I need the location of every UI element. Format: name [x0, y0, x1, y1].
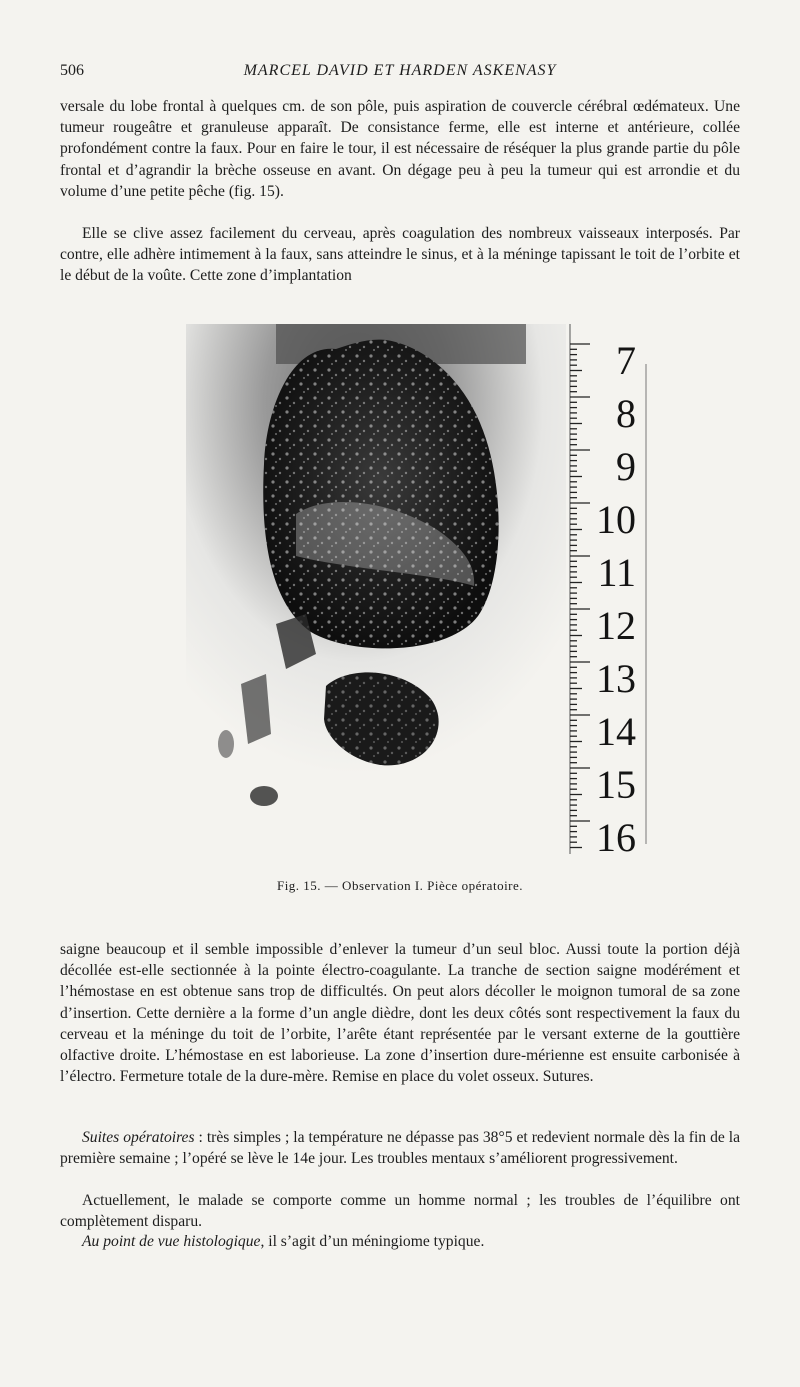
- page-number: 506: [60, 62, 84, 79]
- paragraph-1: versale du lobe frontal à quelques cm. de son pôle, puis aspiration de couvercle cérébral œdémateux. Une tumeur rougeâtre et granuleuse apparaît. De consistance ferme, elle est interne et antérieure, collée profondément contre la faux. Pour en faire le tour, il est nécessaire de réséquer la plus grande partie du pôle frontal et d’agrandir la brèche osseuse en avant. On dégage peu à peu la tumeur qui est arrondie et du volume d’une petite pêche (fig. 15).: [60, 98, 740, 200]
- ruler-number: 14: [596, 709, 636, 754]
- ruler-number: 8: [616, 391, 636, 436]
- paragraph-6-lead: Au point de vue histologique: [82, 1233, 261, 1250]
- paragraph-6: [60, 1231, 740, 1252]
- ruler-number: 13: [596, 656, 636, 701]
- paragraph-6-text: , il s’agit d’un méningiome typique.: [260, 1233, 485, 1250]
- page-header: [60, 62, 740, 86]
- figure-15: [186, 324, 648, 854]
- ruler-number: 7: [616, 338, 636, 383]
- paragraph-4-text: : très simples ; la température ne dépasse pas 38°5 et redevient normale dès la fin de la première semaine ; l’opéré se lève le 14e jour. Les troubles mentaux s’améliorent progressivement.: [60, 1129, 741, 1168]
- running-title: MARCEL DAVID ET HARDEN ASKENASY: [243, 62, 557, 79]
- paragraph-3: saigne beaucoup et il semble impossible d’enlever la tumeur d’un seul bloc. Aussi toute la portion déjà décollée est-elle sectionnée à la pointe électro-coagulante. La tranche de section saigne modérément et l’hémostase en est obtenue sans trop de difficultés. On peut alors décoller le moignon tumoral de sa zone d’insertion. Cette dernière a la forme d’un angle dièdre, dont les deux côtés sont respectivement la faux du cerveau et la méninge du toit de l’orbite, l’arête étant représentée par le versant externe de la gouttière olfactive droite. L’hémostase en est laborieuse. La zone d’insertion dure-mérienne est ensuite carbonisée à l’électro. Fermeture totale de la dure-mère. Remise en place du volet osseux. Sutures.: [60, 941, 740, 1086]
- ruler-number: 15: [596, 762, 636, 807]
- ruler-number: 9: [616, 444, 636, 489]
- ruler-number: 11: [597, 550, 636, 595]
- tumor-photograph: [186, 324, 566, 854]
- figure-caption: Fig. 15. — Observation I. Pièce opératoire.: [276, 878, 524, 893]
- ruler-number: 10: [596, 497, 636, 542]
- paragraph-5: Actuellement, le malade se comporte comme un homme normal ; les troubles de l’équilibre ont complètement disparu.: [60, 1192, 740, 1231]
- ruler-number: 16: [596, 815, 636, 854]
- paragraph-2: Elle se clive assez facilement du cerveau, après coagulation des nombreux vaisseaux interposés. Par contre, elle adhère intimement à la faux, sans atteindre le sinus, et à la méninge tapissant le toit de l’orbite et le début de la voûte. Cette zone d’implantation: [60, 225, 740, 285]
- scale-ruler: [566, 324, 648, 854]
- paragraph-4: [60, 1127, 740, 1169]
- paragraph-4-lead: Suites opératoires: [82, 1129, 195, 1146]
- ruler-number: 12: [596, 603, 636, 648]
